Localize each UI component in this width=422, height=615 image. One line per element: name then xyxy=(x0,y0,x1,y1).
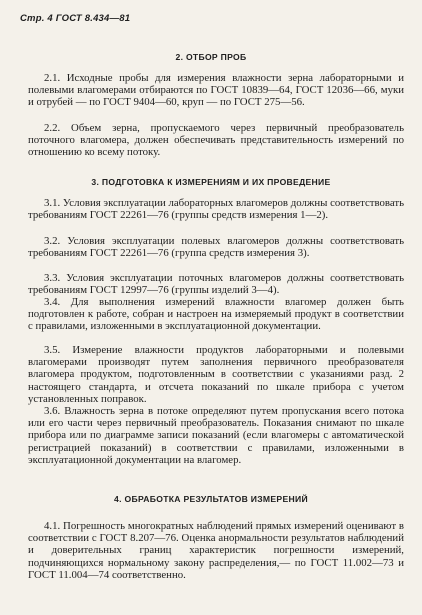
paragraph-2-1: 2.1. Исходные пробы для измерения влажности зерна лабораторными и полевыми влагомерами отбираются по ГОСТ 10839—64, ГОСТ 12036—66, муки и отрубей — по ГОСТ 9404—60, круп — по ГОСТ 275—56. xyxy=(28,72,404,109)
paragraph-3-4: 3.4. Для выполнения измерений влажности влагомер должен быть подготовлен к работе, собран и настроен на измеряемый продукт в соответствии с правилами, изложенными в эксплуатационной документации. xyxy=(28,296,404,333)
paragraph-3-1: 3.1. Условия эксплуатации лабораторных влагомеров должны соответствовать требованиям ГОСТ 22261—76 (группы средств измерения 1—2). xyxy=(28,197,404,222)
paragraph-2-2: 2.2. Объем зерна, пропускаемого через первичный преобразователь поточного влагомера, должен обеспечивать представительность измерений по отношению ко всему потоку. xyxy=(28,122,404,159)
section-title-4: 4. ОБРАБОТКА РЕЗУЛЬТАТОВ ИЗМЕРЕНИЙ xyxy=(114,494,308,504)
paragraph-3-6: 3.6. Влажность зерна в потоке определяют путем пропускания всего потока или его части через первичный преобразователь. Показания снимают по шкале прибора или по диаграмме записи показаний (если влагомеры с автоматической регистрацией показаний) в соответствии с правилами, изложенными в эксплуатационной документации на влагомер. xyxy=(28,405,404,466)
paragraph-3-2: 3.2. Условия эксплуатации полевых влагомеров должны соответствовать требованиям ГОСТ 22261—76 (группа средств измерения 3). xyxy=(28,235,404,260)
page-header: Стр. 4 ГОСТ 8.434—81 xyxy=(20,13,131,24)
paragraph-4-1: 4.1. Погрешность многократных наблюдений прямых измерений оценивают в соответствии с ГОСТ 8.207—76. Оценка анормальности результатов наблюдений и доверительных границ характеристик погрешности измерений, подчиняющихся нормальному закону распределения,— по ГОСТ 11.002—73 и ГОСТ 11.004—74 соответственно. xyxy=(28,520,404,581)
section-title-2: 2. ОТБОР ПРОБ xyxy=(175,52,247,62)
section-title-3: 3. ПОДГОТОВКА К ИЗМЕРЕНИЯМ И ИХ ПРОВЕДЕНИЕ xyxy=(91,177,331,187)
paragraph-3-3: 3.3. Условия эксплуатации поточных влагомеров должны соответствовать требованиям ГОСТ 12997—76 (группы изделий 3—4). xyxy=(28,272,404,297)
paragraph-3-5: 3.5. Измерение влажности продуктов лабораторными и полевыми влагомерами производят путем заполнения первичного преобразователя влагомера продуктом, подготовленным в соответствии с указаниями разд. 2 настоящего стандарта, и отсчета показаний по шкале прибора с учетом установленных поправок. xyxy=(28,344,404,405)
